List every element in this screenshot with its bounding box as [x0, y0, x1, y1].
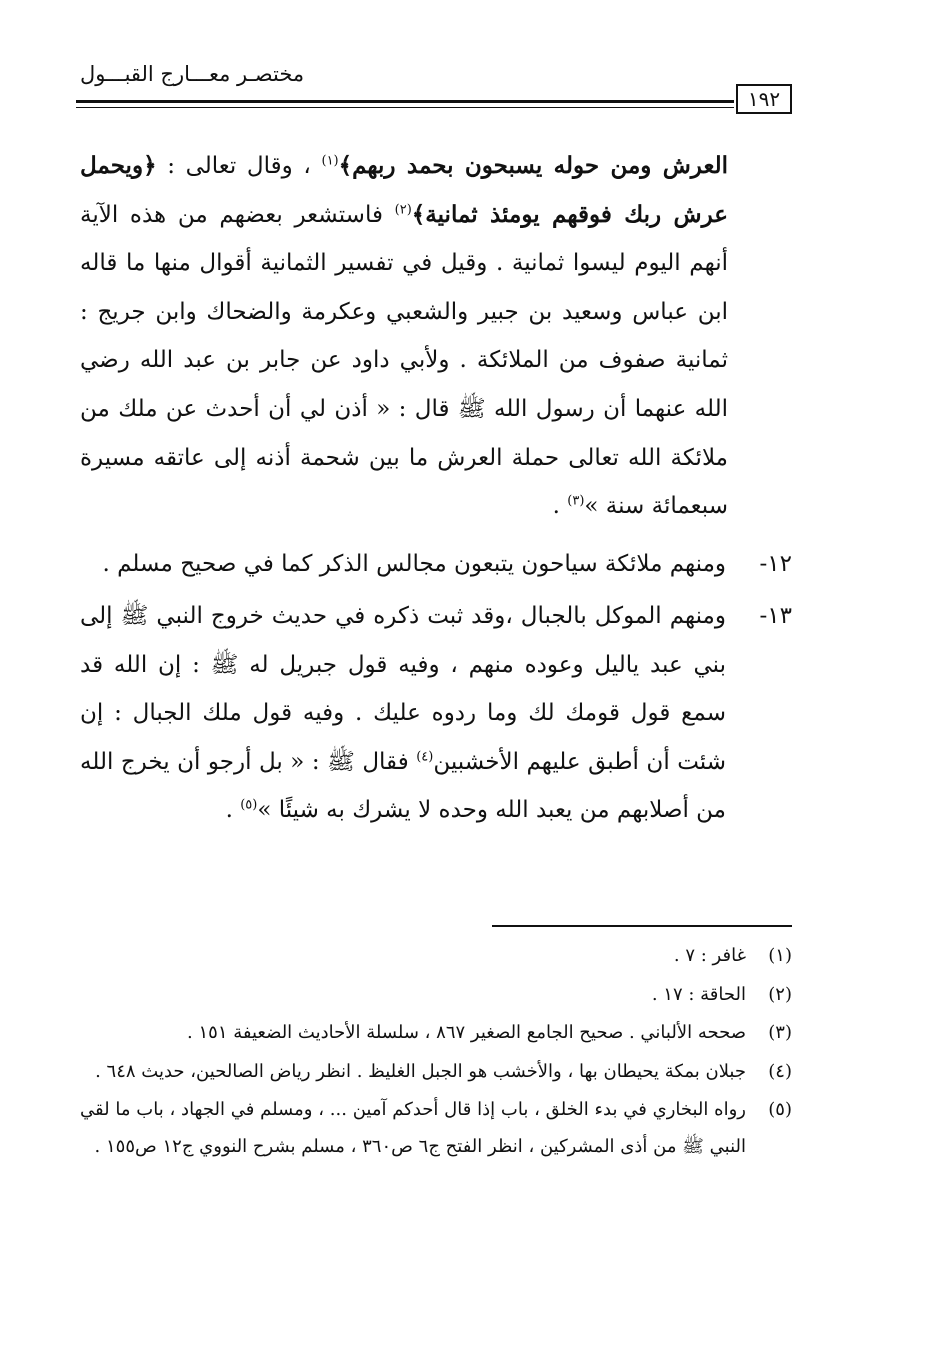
footnote-5: [80, 1092, 792, 1165]
page-number: ١٩٢: [736, 84, 792, 114]
list-item-13: [80, 592, 792, 835]
footnote-number: (٥): [768, 1099, 792, 1120]
footnote-number: (١): [768, 945, 792, 966]
running-title: مختصـر معـــارج القبـــول: [80, 62, 305, 86]
footnotes: [80, 938, 792, 1167]
footnote-separator: [492, 925, 792, 927]
footnote-number: (٣): [768, 1022, 792, 1043]
main-paragraph: [80, 142, 728, 531]
footnote-text: غافر : ٧ .: [673, 945, 746, 966]
item-text: ومنهم الموكل بالجبال ،وقد ثبت ذكره في حديث خروج النبي ﷺ إلى بني عبد ياليل وعوده منهم ، وفيه قول جبريل له ﷺ : إن الله قد سمع قول قومك لك وما ردوه عليك . وفيه قول ملك الجبال : إن شئت أن أطبق عليهم الأخشبين$^{(٤)}$ فقال ﷺ : « بل أرجو أن يخرج الله من أصلابهم من يعبد الله وحده لا يشرك به شيئًا »$^{(٥)}$ .: [80, 603, 726, 824]
list-item-12: [80, 540, 792, 589]
footnote-4: [80, 1054, 792, 1091]
footnote-1: [80, 938, 792, 975]
header-rule-thin: [76, 107, 734, 108]
footnote-text: رواه البخاري في بدء الخلق ، باب إذا قال أحدكم آمين ... ، ومسلم في الجهاد ، باب ما لقي النبي ﷺ من أذى المشركين ، انظر الفتح ج٦ ص٣٦٠ ، مسلم بشرح النووي ج١٢ ص١٥٥ .: [80, 1099, 746, 1157]
footnote-3: [80, 1015, 792, 1052]
paragraph-text: العرش ومن حوله يسبحون بحمد ربهم﴾$^{(١)}$ ، وقال تعالى : ﴿ويحمل عرش ربك فوقهم يومئذ ثمانية﴾$^{(٢)}$ فاستشعر بعضهم من هذه الآية أنهم اليوم ليسوا ثمانية . وقيل في تفسير الثمانية أقوال منها ما قاله ابن عباس وسعيد بن جبير والشعبي وعكرمة والضحاك وابن جريج : ثمانية صفوف من الملائكة . ولأبي داود عن جابر بن عبد الله رضي الله عنهما أن رسول الله ﷺ قال : « أذن لي أن أحدث عن ملك من ملائكة الله تعالى حملة العرش ما بين شحمة أذنه إلى عاتقه مسيرة سبعمائة سنة »$^{(٣)}$ .: [80, 152, 728, 520]
page-header: [76, 62, 792, 122]
header-rule-thick: [76, 100, 734, 103]
footnote-number: (٢): [768, 983, 792, 1005]
footnote-text: جبلان بمكة يحيطان بها ، والأخشب هو الجبل الغليظ . انظر رياض الصالحين، حديث ٦٤٨ .: [95, 1060, 746, 1082]
footnote-text: الحاقة : ١٧ .: [651, 983, 746, 1005]
item-text: ومنهم ملائكة سياحون يتبعون مجالس الذكر كما في صحيح مسلم .: [102, 551, 726, 577]
footnote-text: صححه الألباني . صحيح الجامع الصغير ٨٦٧ ، سلسلة الأحاديث الضعيفة ١٥١ .: [187, 1022, 746, 1043]
footnote-2: [80, 977, 792, 1014]
item-number: ١٢-: [759, 551, 792, 577]
item-number: ١٣-: [759, 603, 792, 629]
footnote-number: (٤): [768, 1060, 792, 1082]
